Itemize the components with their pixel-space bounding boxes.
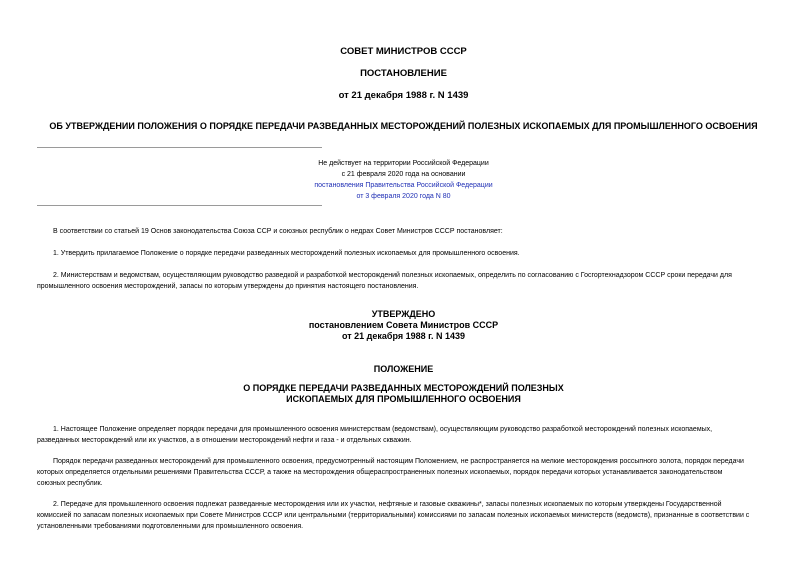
status-note-line1: Не действует на территории Российской Федерации xyxy=(318,160,489,167)
issuing-authority: СОВЕТ МИНИСТРОВ СССР xyxy=(340,46,467,57)
regulation-clause-2-line2: комиссией по запасам полезных ископаемых при Совете Министров СССР или центральными (территориальными) комиссиями по запасам полезных ископаемых министерств (ведомств), признанные в соответствии с xyxy=(37,512,750,519)
regulation-title-line1: О ПОРЯДКЕ ПЕРЕДАЧИ РАЗВЕДАННЫХ МЕСТОРОЖДЕНИЙ ПОЛЕЗНЫХ xyxy=(243,383,564,393)
regulation-clause-1b-line2: которых определяется отдельными решениями Правительства СССР, а также на месторождения общераспространенных полезных ископаемых, порядок передачи которых устанавливается законодательством xyxy=(37,469,723,476)
body-paragraph-1: В соответствии со статьей 19 Основ законодательства Союза ССР и союзных республик о недрах Совет Министров СССР постановляет: xyxy=(53,228,503,235)
regulation-title-line2: ИСКОПАЕМЫХ ДЛЯ ПРОМЫШЛЕННОГО ОСВОЕНИЯ xyxy=(286,394,521,404)
body-paragraph-3-line1: 2. Министерствам и ведомствам, осуществляющим руководство разведкой и разработкой месторождений полезных ископаемых, определить по согласованию с Госгортехнадзором СССР сроки передачи для xyxy=(53,272,732,279)
status-note-line2: с 21 февраля 2020 года на основании xyxy=(341,171,466,178)
approved-label: УТВЕРЖДЕНО xyxy=(371,309,436,319)
regulation-clause-1-line1: 1. Настоящее Положение определяет порядок передачи для промышленного освоения министерствам (ведомствам), осуществляющим руководство разработкой месторождений полезных ископаемых, xyxy=(53,426,713,433)
regulation-clause-1b-line1: Порядок передачи разведанных месторождений для промышленного освоения, предусмотренный настоящим Положением, не распространяется на мелкие месторождения россыпного золота, порядок передачи xyxy=(53,458,744,465)
approved-by: постановлением Совета Министров СССР xyxy=(308,320,499,330)
divider-bottom xyxy=(37,205,322,206)
document-date: от 21 декабря 1988 г. N 1439 xyxy=(338,90,469,101)
status-note-link-decree[interactable]: постановления Правительства Российской Федерации xyxy=(314,182,493,189)
regulation-clause-1b-line3: союзных республик. xyxy=(37,480,103,487)
approved-date: от 21 декабря 1988 г. N 1439 xyxy=(341,331,465,341)
body-paragraph-2: 1. Утвердить прилагаемое Положение о порядке передачи разведанных месторождений полезных ископаемых для промышленного освоения. xyxy=(53,250,520,257)
document-type: ПОСТАНОВЛЕНИЕ xyxy=(360,68,447,79)
regulation-heading: ПОЛОЖЕНИЕ xyxy=(373,364,434,374)
body-paragraph-3-line2: промышленного освоения месторождений, запасы по которым утверждены до принятия настоящего постановления. xyxy=(37,283,419,290)
document-title: ОБ УТВЕРЖДЕНИИ ПОЛОЖЕНИЯ О ПОРЯДКЕ ПЕРЕДАЧИ РАЗВЕДАННЫХ МЕСТОРОЖДЕНИЙ ПОЛЕЗНЫХ ИСКОПАЕМЫХ ДЛЯ ПРОМЫШЛЕННОГО ОСВОЕНИЯ xyxy=(49,121,758,131)
divider-top xyxy=(37,147,322,148)
regulation-clause-1-line2: разведанных месторождений или их участков, а в отношении месторождений нефти и газа - и отдельных скважин. xyxy=(37,437,412,444)
regulation-clause-2-line1: 2. Передаче для промышленного освоения подлежат разведанные месторождения или их участки, нефтяные и газовые скважины*, запасы полезных ископаемых по которым утверждены Государственной xyxy=(53,501,722,508)
status-note-link-date[interactable]: от 3 февраля 2020 года N 80 xyxy=(356,193,451,200)
regulation-clause-2-line3: установленными требованиями подготовленными для промышленного освоения. xyxy=(37,523,304,530)
